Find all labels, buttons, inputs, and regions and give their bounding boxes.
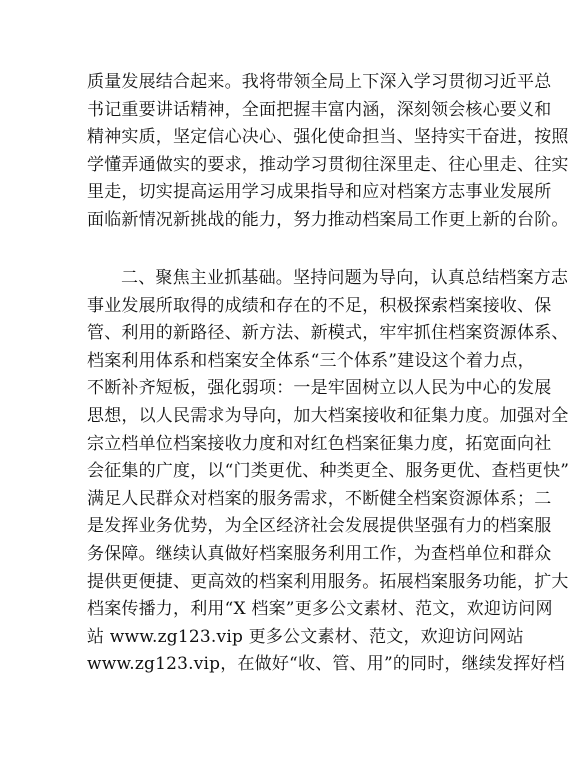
text-line: 书记重要讲话精神，全面把握丰富内涵，深刻领会核心要义和 xyxy=(87,99,552,120)
text-line: 学懂弄通做实的要求，推动学习贯彻往深里走、往心里走、往实 xyxy=(87,154,569,175)
text-line: 管、利用的新路径、新方法、新模式，牢牢抓住档案资源体系、 xyxy=(87,323,569,344)
paragraph-1 xyxy=(87,69,569,235)
text-line: www.zg123.vip，在做好“收、管、用”的同时，继续发挥好档 xyxy=(87,654,565,675)
text-line: 里走，切实提高运用学习成果指导和应对档案方志事业发展所 xyxy=(87,182,552,203)
text-line: 会征集的广度，以“门类更优、种类更全、服务更优、查档更快” xyxy=(87,461,570,482)
text-line: 务保障。继续认真做好档案服务利用工作，为查档单位和群众 xyxy=(87,543,552,564)
text-line: 档案传播力，利用“X 档案”更多公文素材、范文，欢迎访问网 xyxy=(87,599,553,620)
text-line: 宗立档单位档案接收力度和对红色档案征集力度，拓宽面向社 xyxy=(87,433,552,454)
text-line: 事业发展所取得的成绩和存在的不足，积极探索档案接收、保 xyxy=(87,295,552,316)
text-line: 不断补齐短板，强化弱项：一是牢固树立以人民为中心的发展 xyxy=(87,378,552,399)
text-line: 质量发展结合起来。我将带领全局上下深入学习贯彻习近平总 xyxy=(87,72,552,92)
text-line: 精神实质，坚定信心决心、强化使命担当、坚持实干奋进，按照 xyxy=(87,127,569,148)
text-line: 满足人民群众对档案的服务需求，不断健全档案资源体系；二 xyxy=(87,488,552,509)
paragraph-2 xyxy=(87,265,570,679)
text-line: 思想，以人民需求为导向，加大档案接收和征集力度。加强对全 xyxy=(87,405,569,426)
text-line: 提供更便捷、更高效的档案利用服务。拓展档案服务功能，扩大 xyxy=(87,571,569,592)
text-line: 面临新情况新挑战的能力，努力推动档案局工作更上新的台阶。 xyxy=(87,209,569,230)
text-line: 档案利用体系和档案安全体系“三个体系”建设这个着力点， xyxy=(87,350,535,371)
text-line: 站 www.zg123.vip 更多公文素材、范文，欢迎访问网站 xyxy=(87,626,524,647)
text-line: 是发挥业务优势，为全区经济社会发展提供坚强有力的档案服 xyxy=(87,516,552,537)
text-line-first: 二、聚焦主业抓基础。坚持问题为导向，认真总结档案方志 xyxy=(121,268,569,288)
